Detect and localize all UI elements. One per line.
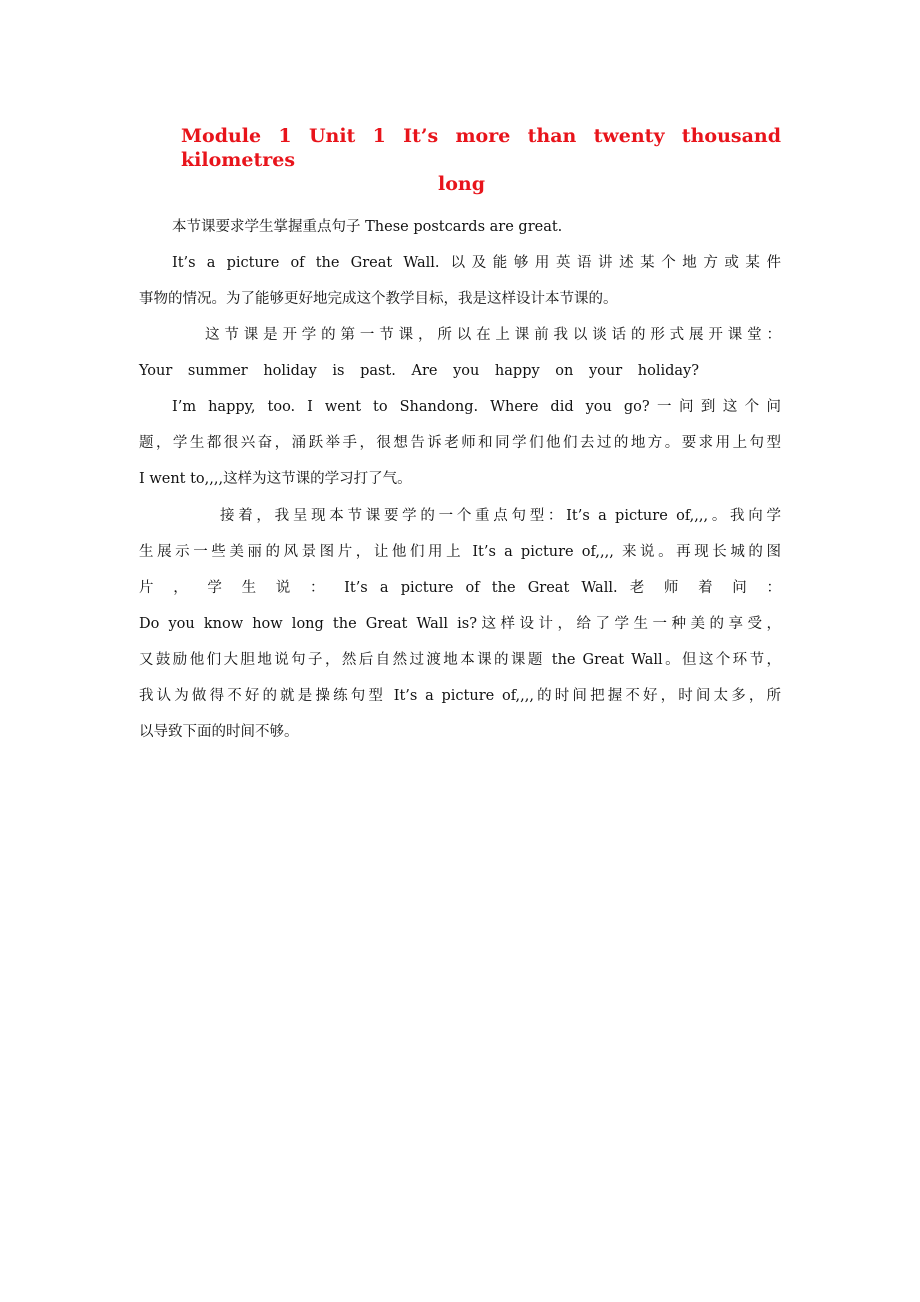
text-line: I’m happy, too. I went to Shandong. Where did you go?一问到这个问 xyxy=(172,399,781,415)
text-line: 片 ， 学 生 说 ： It’s a picture of the Great Wall. 老 师 着 问 ： xyxy=(139,580,781,596)
document-title-line-2: long xyxy=(438,173,485,195)
text-line: 以导致下面的时间不够。 xyxy=(139,724,299,740)
text-line: 又鼓励他们大胆地说句子，然后自然过渡地本课的课题 the Great Wall。但这个环节， xyxy=(139,652,781,668)
text-line: 我认为做得不好的就是操练句型 It’s a picture of,,,,的时间把握不好，时间太多，所 xyxy=(139,688,781,704)
text-line: I went to,,,,这样为这节课的学习打了气。 xyxy=(139,471,412,487)
text-line: 接着，我呈现本节课要学的一个重点句型：It’s a picture of,,,,。我向学 xyxy=(220,508,781,524)
text-line: It’s a picture of the Great Wall. 以及能够用英语讲述某个地方或某件 xyxy=(172,255,781,271)
text-line: Do you know how long the Great Wall is?这样设计，给了学生一种美的享受， xyxy=(139,616,781,632)
text-line: 这节课是开学的第一节课，所以在上课前我以谈话的形式展开课堂： xyxy=(205,327,781,343)
text-line: Your summer holiday is past. Are you happy on your holiday? xyxy=(139,363,699,379)
document-title-line-1: Module 1 Unit 1 It’s more than twenty thousand kilometres xyxy=(181,125,781,171)
text-line: 事物的情况。为了能够更好地完成这个教学目标，我是这样设计本节课的。 xyxy=(139,291,618,307)
text-line: 生展示一些美丽的风景图片，让他们用上 It’s a picture of,,,, 来说。再现长城的图 xyxy=(139,544,781,560)
text-line: 本节课要求学生掌握重点句子 These postcards are great. xyxy=(172,219,563,235)
text-line: 题，学生都很兴奋，涌跃举手，很想告诉老师和同学们他们去过的地方。要求用上句型 xyxy=(139,435,781,451)
